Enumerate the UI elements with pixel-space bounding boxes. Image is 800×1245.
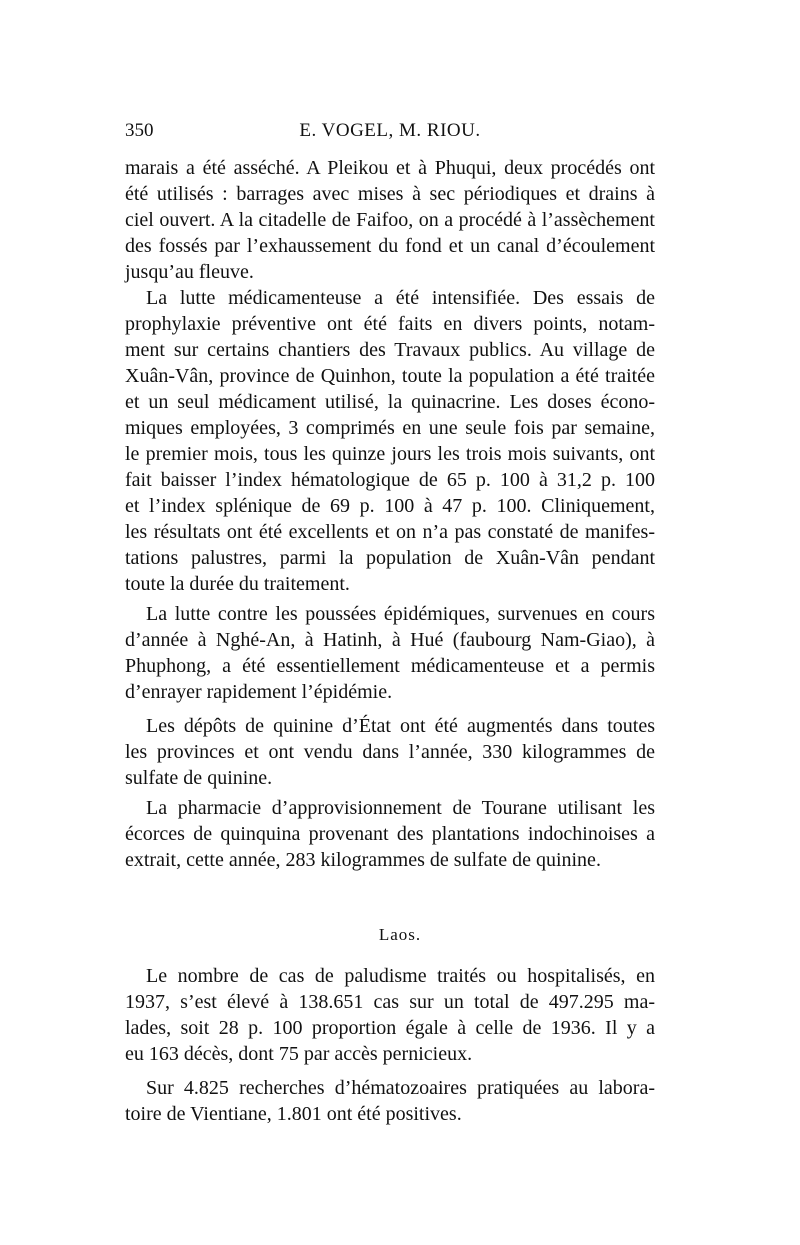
running-title: E. VOGEL, M. RIOU. [299, 120, 481, 141]
text-line: sulfate de quinine. [125, 767, 273, 789]
text-line: 1937, s’est élevé à 138.651 cas sur un total de 497.295 ma- [125, 991, 655, 1013]
text-line: et l’index splénique de 69 p. 100 à 47 p. 100. Cliniquement, [125, 495, 655, 517]
text-line: prophylaxie préventive ont été faits en divers points, notam- [125, 313, 655, 335]
text-line: les résultats ont été excellents et on n’a pas constaté de manifes- [125, 521, 655, 543]
text-line: toute la durée du traitement. [125, 573, 350, 595]
text-line: Phuphong, a été essentiellement médicamenteuse et a permis [125, 655, 655, 677]
text-line: ment sur certains chantiers des Travaux publics. Au village de [125, 339, 655, 361]
text-line: extrait, cette année, 283 kilogrammes de sulfate de quinine. [125, 849, 601, 871]
text-line: Le nombre de cas de paludisme traités ou hospitalisés, en [146, 965, 655, 987]
text-line: Les dépôts de quinine d’État ont été augmentés dans toutes [146, 715, 655, 737]
text-line: d’année à Nghé-An, à Hatinh, à Hué (faubourg Nam-Giao), à [125, 629, 655, 651]
text-line: jusqu’au fleuve. [125, 261, 254, 283]
text-line: miques employées, 3 comprimés en une seule fois par semaine, [125, 417, 655, 439]
page-number: 350 [125, 120, 154, 141]
section-title: Laos. [378, 925, 422, 944]
text-line: d’enrayer rapidement l’épidémie. [125, 681, 393, 703]
text-line: Sur 4.825 recherches d’hématozoaires pratiquées au labora- [146, 1077, 655, 1099]
text-line: été utilisés : barrages avec mises à sec périodiques et drains à [125, 183, 655, 205]
text-line: marais a été asséché. A Pleikou et à Phuqui, deux procédés ont [125, 157, 655, 179]
text-line: des fossés par l’exhaussement du fond et un canal d’écoulement [125, 235, 655, 257]
text-line: fait baisser l’index hématologique de 65 p. 100 à 31,2 p. 100 [125, 469, 655, 491]
text-line: Xuân-Vân, province de Quinhon, toute la population a été traitée [125, 365, 655, 387]
text-line: La lutte contre les poussées épidémiques, survenues en cours [146, 603, 655, 625]
text-line: et un seul médicament utilisé, la quinacrine. Les doses écono- [125, 391, 655, 413]
text-line: lades, soit 28 p. 100 proportion égale à celle de 1936. Il y a [125, 1017, 655, 1039]
text-line: ciel ouvert. A la citadelle de Faifoo, on a procédé à l’assèchement [125, 209, 655, 231]
text-line: La pharmacie d’approvisionnement de Tourane utilisant les [146, 797, 655, 819]
text-line: eu 163 décès, dont 75 par accès pernicieux. [125, 1043, 473, 1065]
text-line: toire de Vientiane, 1.801 ont été positives. [125, 1103, 462, 1125]
text-line: écorces de quinquina provenant des plantations indochinoises a [125, 823, 655, 845]
text-line: les provinces et ont vendu dans l’année, 330 kilogrammes de [125, 741, 655, 763]
page-header [125, 120, 655, 146]
text-line: La lutte médicamenteuse a été intensifiée. Des essais de [146, 287, 655, 309]
text-line: tations palustres, parmi la population de Xuân-Vân pendant [125, 547, 655, 569]
text-line: le premier mois, tous les quinze jours les trois mois suivants, ont [125, 443, 655, 465]
